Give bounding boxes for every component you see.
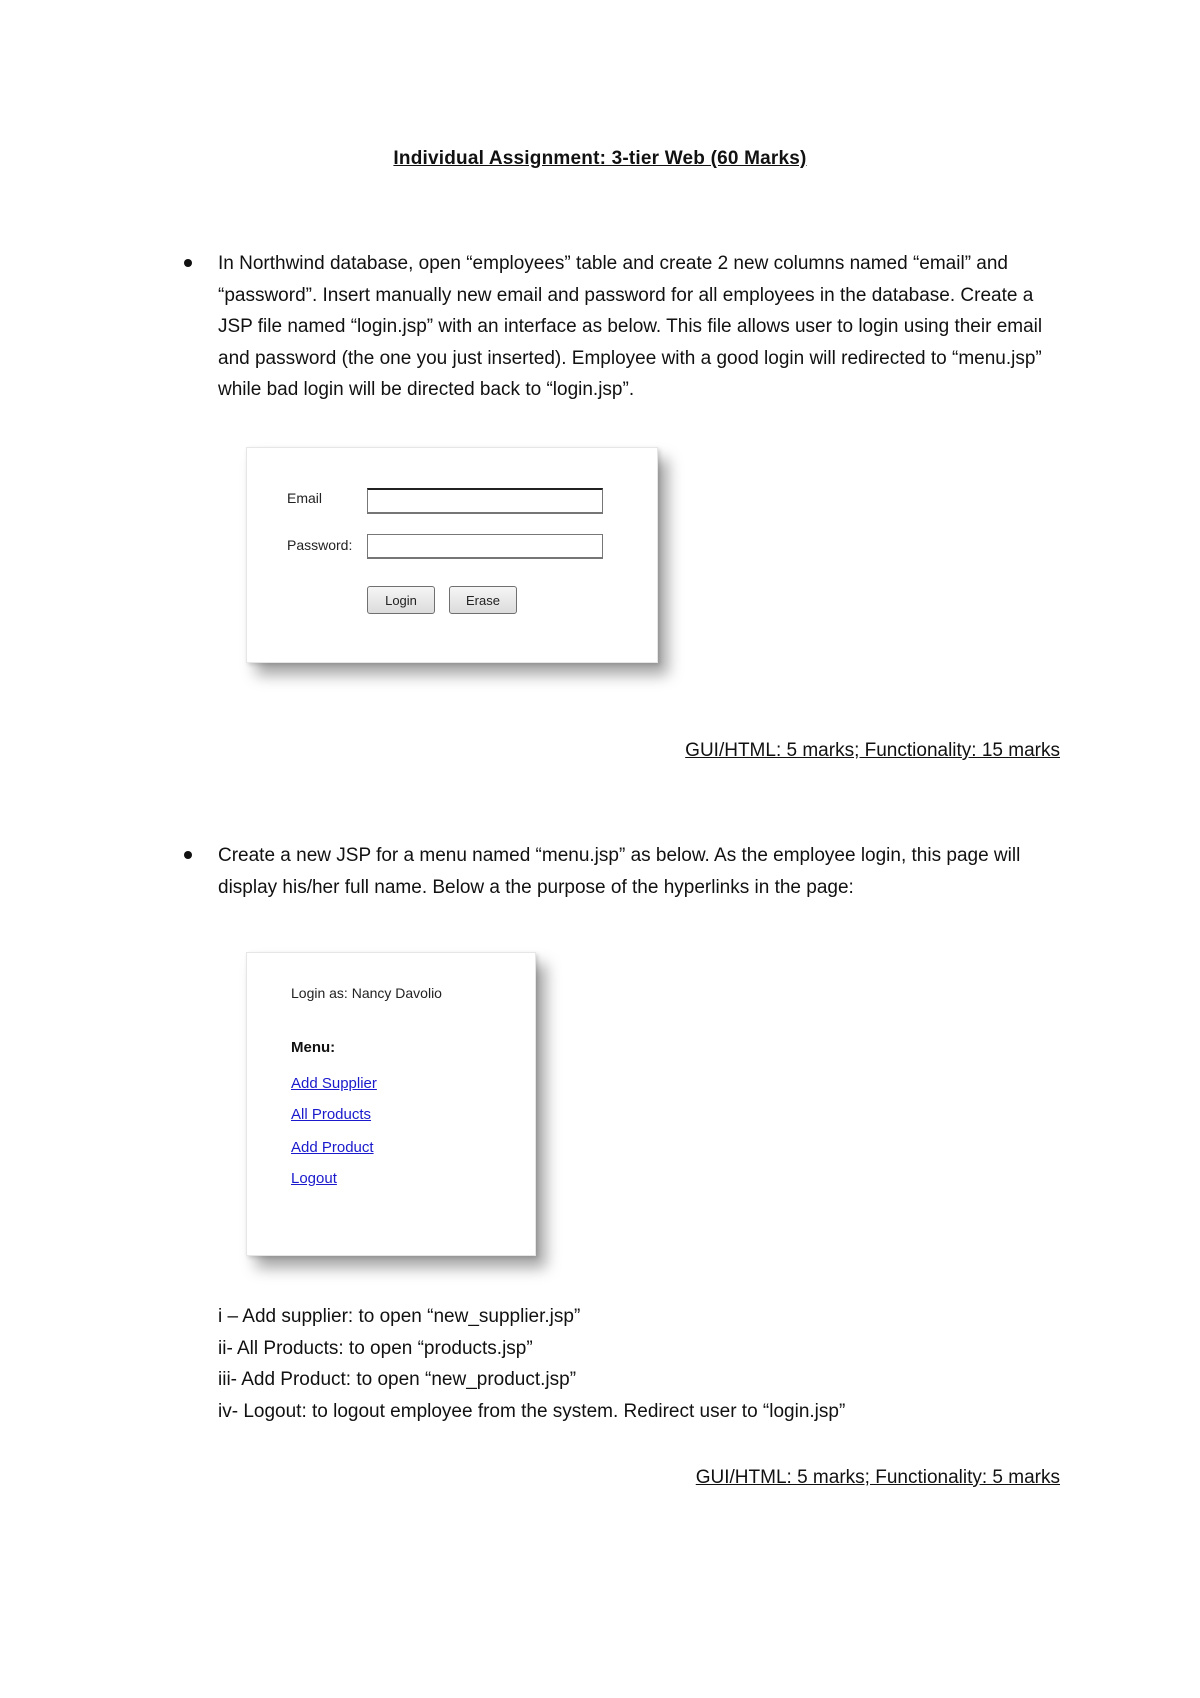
list-item: ii- All Products: to open “products.jsp” [218, 1338, 533, 1359]
menu-heading: Menu: [291, 1039, 336, 1056]
erase-button[interactable]: Erase [449, 586, 517, 614]
document-title: Individual Assignment: 3-tier Web (60 Marks) [393, 148, 807, 169]
logout-link[interactable]: Logout [291, 1170, 337, 1187]
section2-marks: GUI/HTML: 5 marks; Functionality: 5 marks [695, 1467, 1060, 1488]
list-item: iv- Logout: to logout employee from the system. Redirect user to “login.jsp” [218, 1401, 846, 1422]
login-button[interactable]: Login [367, 586, 435, 614]
email-label: Email [287, 490, 323, 506]
list-item: i – Add supplier: to open “new_supplier.jsp” [218, 1306, 581, 1327]
email-field[interactable] [367, 488, 603, 514]
login-screenshot [246, 447, 658, 663]
add-product-link[interactable]: Add Product [291, 1139, 374, 1156]
login-as-text: Login as: Nancy Davolio [291, 985, 442, 1001]
all-products-link[interactable]: All Products [291, 1106, 372, 1123]
bullet-point [184, 259, 192, 267]
section1-paragraph: In Northwind database, open “employees” table and create 2 new columns named “email” and “password”. Insert manually new email and password for all employees in the database. Create a JSP file named “login.jsp” with an interface as below. This file allows user to login using their email and password (the one you just inserted). Employee with a good login will redirected to “menu.jsp” while bad login will be directed back to “login.jsp”. [218, 253, 1043, 400]
add-supplier-link[interactable]: Add Supplier [291, 1075, 377, 1092]
section1-marks: GUI/HTML: 5 marks; Functionality: 15 marks [685, 740, 1060, 761]
menu-screenshot [246, 952, 536, 1256]
password-label: Password: [287, 537, 353, 553]
list-item: iii- Add Product: to open “new_product.jsp” [218, 1369, 577, 1390]
section2-paragraph: Create a new JSP for a menu named “menu.jsp” as below. As the employee login, this page will display his/her full name. Below a the purpose of the hyperlinks in the page: [218, 845, 1021, 898]
bullet-point [184, 851, 192, 859]
password-field[interactable] [367, 534, 603, 559]
